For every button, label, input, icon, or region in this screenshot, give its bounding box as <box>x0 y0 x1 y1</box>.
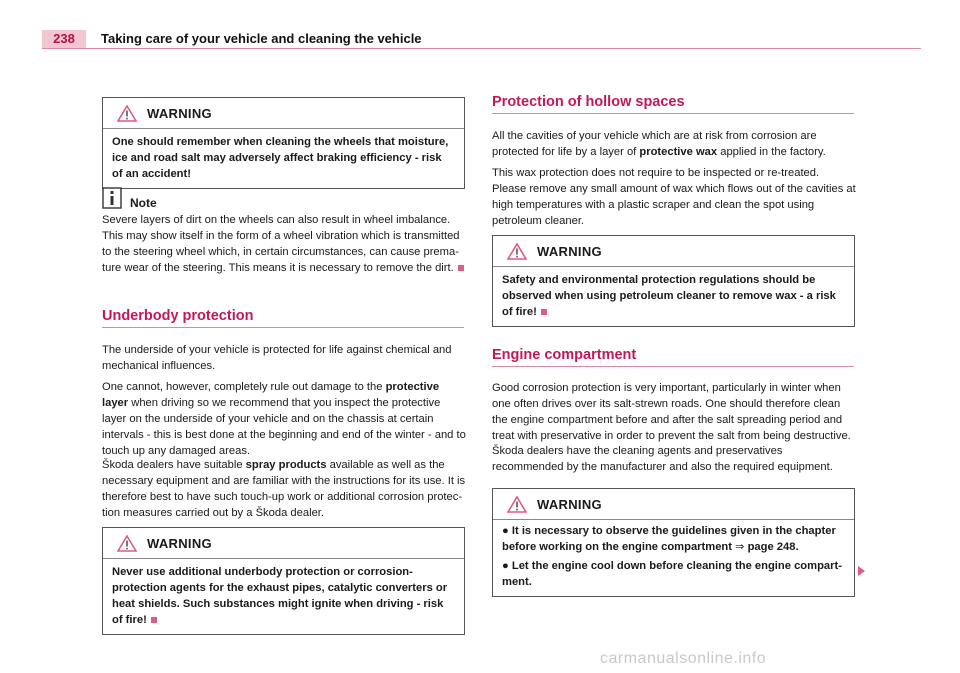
note-title: Note <box>130 196 157 210</box>
underbody-p3-text-after: available as well as the necessary equipment and are familiar with the instructions for its use. It is therefore best to have such touch-up work or additional corrosion protec-tion measures carried out by a Škoda dealer. <box>102 459 466 519</box>
warning-box-header <box>493 236 854 267</box>
cross-reference-arrow-icon: ⇒ <box>735 541 745 553</box>
section-end-square-icon <box>458 265 464 271</box>
watermark: carmanualsonline.info <box>600 650 767 667</box>
bullet-dot: ● <box>502 560 512 572</box>
page-number: 238 <box>42 30 86 48</box>
engine-paragraph-2: Škoda dealers have the cleaning agents and preservatives recommended by the manufacturer and also the required equipment. <box>492 445 833 473</box>
section-end-square-icon <box>151 617 157 623</box>
section-heading-hollow-spaces: Protection of hollow spaces <box>492 94 685 110</box>
underbody-p3-text: Škoda dealers have suitable <box>102 459 246 471</box>
section-heading-engine: Engine compartment <box>492 347 637 363</box>
bullet-1-text: It is necessary to observe the guidelines given in the chapter before working on the engine compartment <box>502 525 836 553</box>
warning-title: WARNING <box>147 106 212 121</box>
warning-triangle-icon <box>117 105 137 122</box>
hollow-p1-bold: protective wax <box>639 146 718 158</box>
warning-box-wheels <box>102 97 465 189</box>
warning-title: WARNING <box>147 536 212 551</box>
warning-triangle-icon <box>507 243 527 260</box>
underbody-paragraph-3 <box>102 457 466 521</box>
engine-paragraph-1: Good corrosion protection is very important, particularly in winter when one often drives over its salt-strewn roads. One should therefore clean the engine compartment before and after the salt spreading period and treat with preservative in order to prevent the salt from being destructive. <box>492 382 851 442</box>
section-heading-underbody: Underbody protection <box>102 308 254 324</box>
section-end-square-icon <box>541 309 547 315</box>
header-rule <box>42 48 921 49</box>
warning-bullet-2 <box>502 558 845 590</box>
underbody-paragraph-1: The underside of your vehicle is protected for life against chemical and mechanical influences. <box>102 344 452 372</box>
warning-triangle-icon <box>117 535 137 552</box>
section-rule-underbody <box>102 327 464 328</box>
cross-reference-link[interactable]: page 248. <box>744 541 799 553</box>
warning-box-header <box>103 98 464 129</box>
note-text: Severe layers of dirt on the wheels can also result in wheel imbalance. This may show itself in the form of a wheel vibration which is transmitted to the steering wheel which, in certain circumstances, can cause prema-ture wear of the steering. This means it is necessary to remove the dirt. <box>102 214 460 274</box>
bullet-2-text: Let the engine cool down before cleaning the engine compart-ment. <box>502 560 842 588</box>
hollow-p1-text: All the cavities of your vehicle which are at risk from corrosion are protected for life by a layer of <box>492 130 817 158</box>
hollow-paragraph-1 <box>492 128 854 160</box>
underbody-p3-bold: spray products <box>245 459 327 471</box>
page-header <box>0 0 960 48</box>
warning-text: Safety and environmental protection regulations should be observed when using petroleum cleaner to remove wax - a risk of fire! <box>502 274 836 318</box>
section-rule-hollow-spaces <box>492 113 854 114</box>
bullet-dot: ● <box>502 525 512 537</box>
warning-box-header <box>103 528 464 559</box>
warning-box-engine <box>492 488 855 597</box>
note-info-icon <box>102 187 122 209</box>
warning-bullet-1 <box>502 523 845 555</box>
underbody-p2-text: One cannot, however, completely rule out damage to the <box>102 381 386 393</box>
underbody-paragraph-2 <box>102 379 466 459</box>
warning-box-underbody <box>102 527 465 635</box>
hollow-paragraph-2: This wax protection does not require to be inspected or re-treated. Please remove any small amount of wax which flows out of the cavities at high temperatures with a plastic scraper and clean the spot using petroleum cleaner. <box>492 167 856 227</box>
warning-text: One should remember when cleaning the wheels that moisture, ice and road salt may adversely affect braking efficiency - risk of an accident! <box>112 136 449 180</box>
underbody-p2-text-after: when driving so we recommend that you inspect the protective layer on the underside of your vehicle and on the chassis at certain intervals - this is best done at the beginning and end of the winter - and to touch up any damaged areas. <box>102 397 466 457</box>
warning-bullets <box>493 520 854 596</box>
header-title: Taking care of your vehicle and cleaning the vehicle <box>101 31 422 46</box>
warning-box-petroleum <box>492 235 855 327</box>
warning-title: WARNING <box>537 244 602 259</box>
warning-text: Never use additional underbody protection or corrosion-protection agents for the exhaust pipes, catalytic converters or heat shields. Such substances might ignite when driving - risk of fire! <box>112 566 448 626</box>
note-paragraph <box>102 212 464 276</box>
warning-box-header <box>493 489 854 520</box>
underbody-p2-bold: protective layer <box>102 381 440 409</box>
continue-arrow-icon <box>858 566 865 576</box>
section-rule-engine <box>492 366 854 367</box>
hollow-p1-text-after: applied in the factory. <box>717 146 826 158</box>
warning-triangle-icon <box>507 496 527 513</box>
warning-title: WARNING <box>537 497 602 512</box>
warning-paragraph <box>493 267 854 326</box>
warning-paragraph <box>103 559 464 634</box>
